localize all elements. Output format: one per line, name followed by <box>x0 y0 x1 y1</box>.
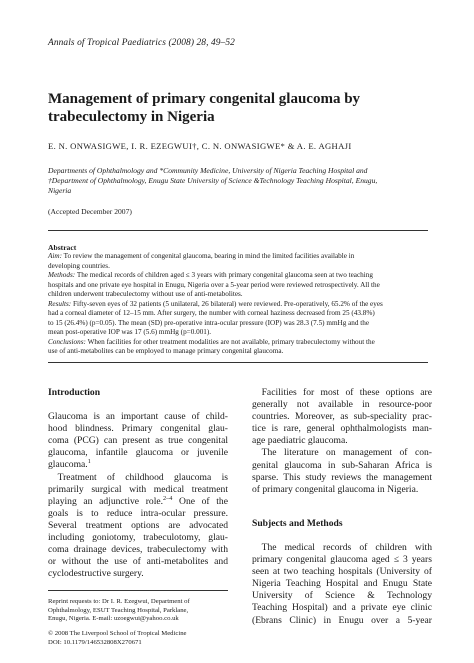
abstract-text: to 15 (26.4%) (p=0.05). The mean (SD) pre-operative intra-ocular pressure (IOP) was 28.3 (7.5) mmHg and the <box>48 318 370 327</box>
methods-heading: Subjects and Methods <box>252 517 343 529</box>
affiliation-line: Nigeria <box>48 186 72 196</box>
doi-line: DOI: 10.1179/146532808X270671 <box>48 638 142 646</box>
abstract-line <box>48 252 430 261</box>
journal-citation: Annals of Tropical Paediatrics (2008) 28, 49–52 <box>48 38 235 48</box>
title-line: trabeculectomy in Nigeria <box>48 109 215 125</box>
abstract-line <box>48 290 430 299</box>
body-line: playing an adjunctive role.$^{2-4}$ One of the <box>48 494 228 507</box>
divider-top <box>48 230 428 231</box>
body-line: countries. Moreover, as sub-speciality prac- <box>252 411 432 423</box>
body-line: coma (PCG) can present as true congenital <box>48 435 228 447</box>
body-line: hood blindness. Primary congenital glau- <box>48 423 228 435</box>
body-line: primarily surgical with medical treatment <box>48 483 228 495</box>
abstract-text: had a corneal diameter of 12–15 mm. After surgery, the number with corneal haziness decreased from 25 (43.8%) <box>48 309 375 318</box>
affiliations <box>48 166 428 197</box>
copyright-notice <box>48 630 228 647</box>
body-line: or without the use of anti-metabolites and <box>48 556 228 568</box>
abstract-text: children underwent trabeculectomy without use of anti-metabolites. <box>48 290 243 299</box>
body-line: The literature on management of con- <box>252 447 432 459</box>
abstract-line <box>48 338 430 347</box>
reference-marker: 1 <box>87 458 91 466</box>
article-title <box>48 90 418 126</box>
body-line: Nigeria Teaching Hospital and Enugu State <box>252 578 432 590</box>
right-column <box>252 387 432 627</box>
body-line: seen at two teaching hospitals (University of <box>252 566 432 578</box>
affiliation-line: Departments of Ophthalmology and *Community Medicine, University of Nigeria Teaching Hospital and <box>48 166 368 175</box>
introduction-heading: Introduction <box>48 387 101 398</box>
body-line: Facilities for most of these options are <box>252 387 432 398</box>
abstract-text: hospitals and one private eye hospital in Enugu, Nigeria over a 5-year period were reviewed retrospectively. All the <box>48 280 380 289</box>
affiliation-line: †Department of Ophthalmology, Enugu State University of Science &Technology Teaching Hospital, Enugu, <box>48 176 378 186</box>
body-line: primary congenital glaucoma aged ≤ 3 years <box>252 554 432 566</box>
author-list: E. N. ONWASIGWE, I. R. EZEGWUI†, C. N. ONWASIGWE* & A. E. AGHAJI <box>48 141 352 151</box>
accepted-date: (Accepted December 2007) <box>48 207 132 216</box>
body-line: including goniotomy, trabeculotomy, glau- <box>48 532 228 544</box>
body-line: goals is to reduce intra-ocular pressure. <box>48 507 228 519</box>
body-line: Several treatment options are advocated <box>48 519 228 531</box>
body-line: The medical records of children with <box>252 541 432 553</box>
abstract-text: Fifty-seven eyes of 32 patients (5 unilateral, 26 bilateral) were reviewed. Pre-operatively, 65.2% of the eyes <box>71 299 383 308</box>
abstract-text: When facilities for other treatment modalities are not available, primary trabeculectomy without the <box>85 337 375 346</box>
abstract-text: developing countries. <box>48 261 110 270</box>
body-line: University of Science & Technology <box>252 590 432 602</box>
body-line: Treatment of childhood glaucoma is <box>48 471 228 483</box>
abstract <box>48 243 430 356</box>
paragraph-methods <box>252 542 432 627</box>
abstract-line <box>48 328 430 337</box>
abstract-line <box>48 262 430 271</box>
body-line: (Ebrans Clinic) in Enugu over a 5-year <box>252 614 432 626</box>
footnote-rule <box>48 590 228 591</box>
abstract-label: Aim: <box>48 252 62 261</box>
abstract-line <box>48 319 430 328</box>
abstract-label: Results: <box>48 299 72 308</box>
footnote-line: Reprint requests to: Dr I. R. Ezegwui, Department of <box>48 598 190 605</box>
body-line: cyclodestructive surgery. <box>48 568 144 580</box>
abstract-line <box>48 300 430 309</box>
introduction-body <box>48 411 228 580</box>
body-line: sparse. This study reviews the management <box>252 471 432 483</box>
abstract-line <box>48 309 430 318</box>
abstract-body <box>48 252 430 356</box>
title-line: Management of primary congenital glaucoma by <box>48 91 361 107</box>
divider-bottom <box>48 362 428 363</box>
body-line: tice is rare, general ophthalmologists man- <box>252 423 432 435</box>
abstract-line <box>48 347 430 356</box>
abstract-line <box>48 271 430 280</box>
body-line: genital glaucoma in sub-Saharan Africa is <box>252 459 432 471</box>
body-line: age paediatric glaucoma. <box>252 435 348 447</box>
reprint-footnote <box>48 598 228 624</box>
footnote-line: Enugu, Nigeria. E-mail: uzoegwui@yahoo.co.uk <box>48 615 179 623</box>
body-line: Teaching Hospital) and a private eye clinic <box>252 602 432 614</box>
body-line: glaucoma, infantile glaucoma or juvenile <box>48 447 228 459</box>
left-column <box>48 387 228 580</box>
abstract-text: The medical records of children aged ≤ 3 years with primary congenital glaucoma seen at two teaching <box>75 271 373 280</box>
body-line: glaucoma.$^1$ <box>48 458 91 471</box>
body-line: coma drainage devices, trabeculectomy with <box>48 544 228 556</box>
footnote-line: Ophthalmology, ESUT Teaching Hospital, Parklane, <box>48 606 189 614</box>
abstract-text: To review the management of congenital glaucoma, bearing in mind the limited facilities available in <box>61 252 355 261</box>
abstract-label: Conclusions: <box>48 337 86 346</box>
reference-marker: 2–4 <box>163 494 173 502</box>
copyright-line: © 2008 The Liverpool School of Tropical Medicine <box>48 630 187 637</box>
abstract-text: mean post-operative IOP was 17 (5.6) mmHg (p=0.001). <box>48 328 212 337</box>
paragraph-literature <box>252 447 432 495</box>
abstract-line <box>48 281 430 290</box>
body-line: of primary congenital glaucoma in Nigeria. <box>252 483 419 495</box>
paragraph-facilities <box>252 387 432 447</box>
abstract-label: Methods: <box>48 271 76 280</box>
body-line: Glaucoma is an important cause of child- <box>48 411 228 423</box>
abstract-text: use of anti-metabolites can be employed to manage primary congenital glaucoma. <box>48 346 284 355</box>
body-line: generally not available in resource-poor <box>252 399 432 411</box>
abstract-heading: Abstract <box>48 243 77 252</box>
